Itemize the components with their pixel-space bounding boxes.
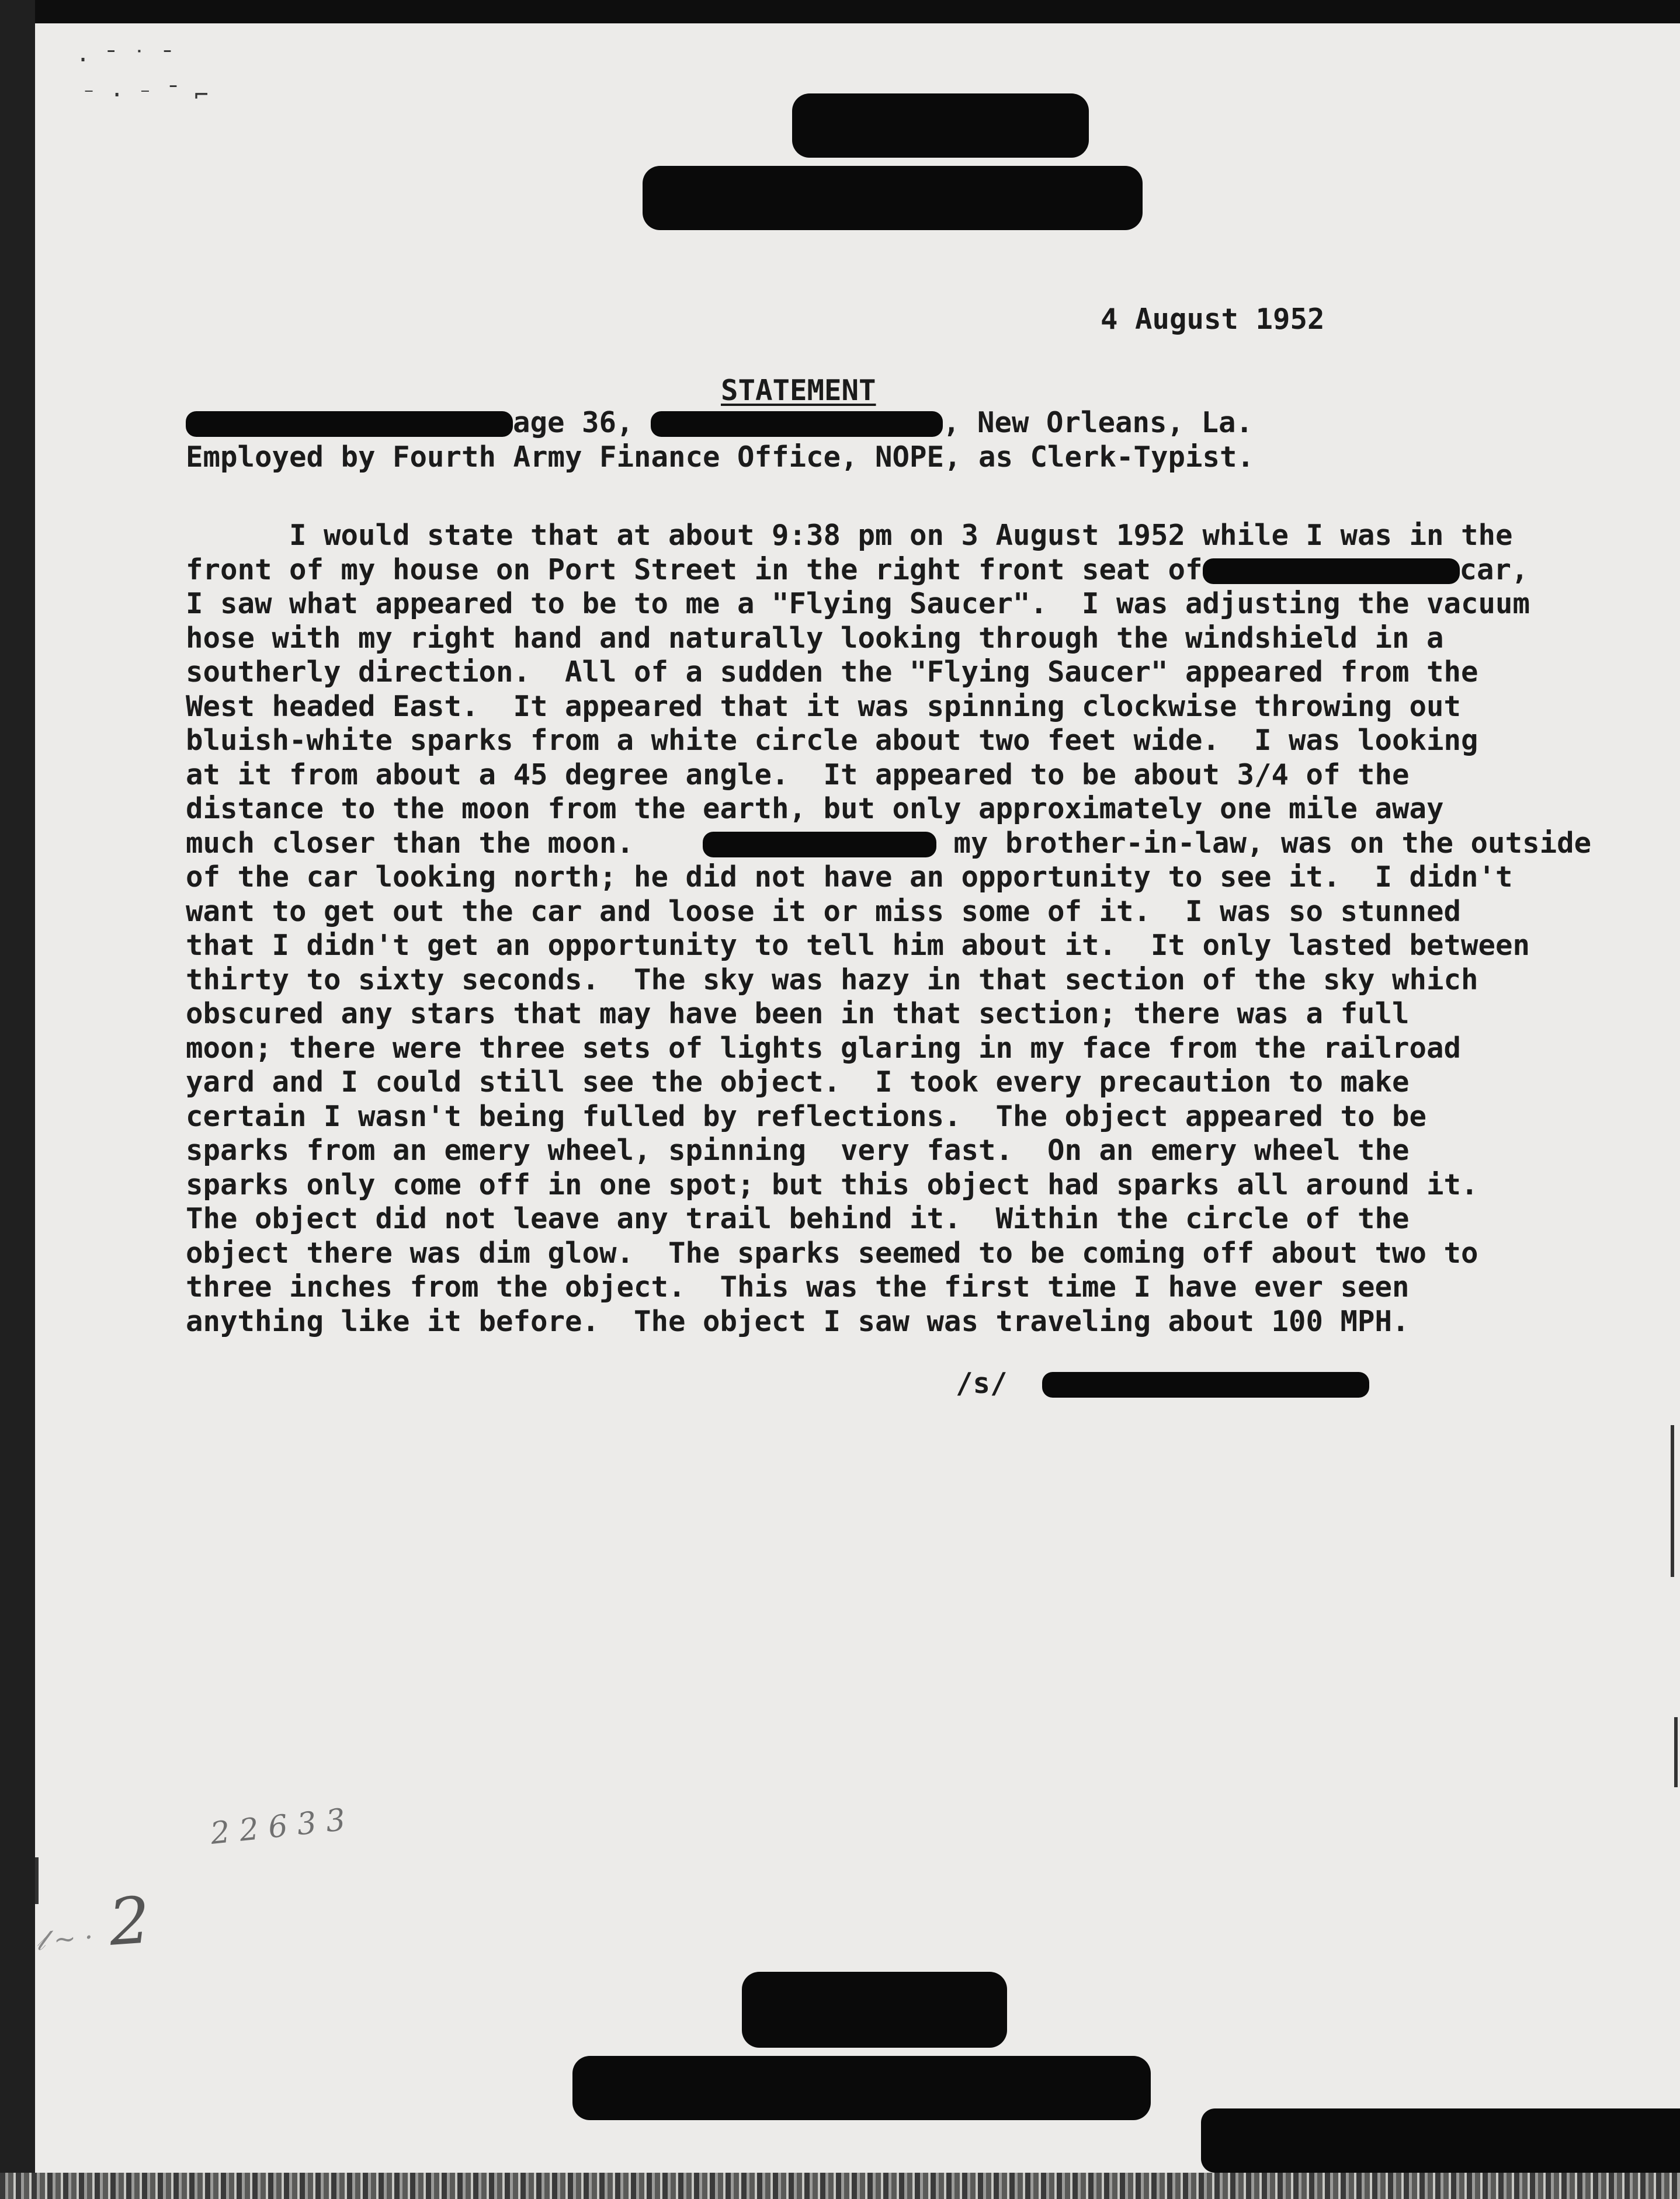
handwritten-page-number: [35, 1882, 152, 1965]
redaction-brother-in-law: [703, 832, 936, 857]
redaction-top-2: [643, 166, 1143, 230]
statement-header: [186, 406, 1254, 474]
body-line: sparks only come off in one spot; but this object had sparks all around it.: [186, 1168, 1478, 1201]
document-title: STATEMENT: [721, 374, 876, 407]
redaction-signature: [1042, 1372, 1369, 1398]
scan-left-edge: [0, 0, 35, 2199]
body-line: three inches from the object. This was the first time I have ever seen: [186, 1270, 1410, 1304]
body-line: at it from about a 45 degree angle. It appeared to be about 3/4 of the: [186, 758, 1410, 791]
scan-top-edge: [0, 0, 1680, 23]
body-line: front of my house on Port Street in the right front seat of: [186, 553, 1203, 586]
body-line: sparks from an emery wheel, spinning very fast. On an emery wheel the: [186, 1134, 1410, 1167]
body-line: southerly direction. All of a sudden the "Flying Saucer" appeared from the: [186, 655, 1478, 689]
body-line: obscured any stars that may have been in that section; there was a full: [186, 997, 1410, 1030]
scan-bottom-edge: [0, 2173, 1680, 2199]
body-line: moon; there were three sets of lights glaring in my face from the railroad: [186, 1031, 1462, 1065]
scan-specks: · ˉ ˙ ˉ: [76, 47, 175, 74]
body-line: West headed East. It appeared that it was spinning clockwise throwing out: [186, 689, 1462, 723]
scan-edge-mark: [35, 1857, 39, 1904]
body-line: bluish-white sparks from a white circle about two feet wide. I was looking: [186, 724, 1478, 757]
body-line: of the car looking north; he did not have an opportunity to see it. I didn't: [186, 860, 1513, 894]
body-line: The object did not leave any trail behind it. Within the circle of the: [186, 1202, 1410, 1235]
body-line: thirty to sixty seconds. The sky was hazy in that section of the sky which: [186, 963, 1478, 996]
scan-specks: ⁻ · ⁻ ˉ ⌐: [82, 82, 209, 109]
body-line: hose with my right hand and naturally looking through the windshield in a: [186, 621, 1444, 655]
scan-edge-mark: [1671, 1425, 1674, 1577]
body-line: certain I wasn't being fulled by reflections. The object appeared to be: [186, 1099, 1427, 1133]
scan-edge-mark: [1674, 1717, 1678, 1787]
body-line: that I didn't get an opportunity to tell him about it. It only lasted between: [186, 929, 1530, 962]
body-line: much closer than the moon.: [186, 826, 634, 860]
document-page: [35, 23, 1680, 2173]
document-date: 4 August 1952: [1101, 303, 1325, 336]
signature-line: [956, 1367, 1369, 1401]
body-line: anything like it before. The object I saw was traveling about 100 MPH.: [186, 1304, 1410, 1338]
body-line: want to get out the car and loose it or miss some of it. I was so stunned: [186, 894, 1462, 928]
header-sep: ,: [943, 406, 978, 439]
header-age: age 36,: [513, 406, 634, 439]
body-line: my brother-in-law, was on the outside: [953, 826, 1592, 860]
redaction-bottom-1: [742, 1972, 1007, 2048]
body-line: object there was dim glow. The sparks seemed to be coming off about two to: [186, 1236, 1478, 1270]
header-employment: Employed by Fourth Army Finance Office, NOPE, as Clerk-Typist.: [186, 440, 1255, 474]
handwritten-number: 2 2 6 3 3: [209, 1802, 348, 1851]
header-city: New Orleans, La.: [977, 406, 1254, 439]
handwritten-scribble: 𝓁 ~ ·: [35, 1920, 112, 1957]
redaction-car-owner: [1203, 558, 1460, 584]
body-line: I saw what appeared to be to me a "Flying Saucer". I was adjusting the vacuum: [186, 587, 1530, 620]
body-line: I would state that at about 9:38 pm on 3 August 1952 while I was in the: [289, 519, 1513, 552]
body-line: distance to the moon from the earth, but only approximately one mile away: [186, 792, 1444, 825]
statement-body: [186, 519, 1591, 1339]
redaction-address: [651, 411, 943, 437]
signature-prefix: /s/: [956, 1367, 1008, 1400]
handwritten-page-digit: 2: [106, 1882, 153, 1960]
redaction-bottom-2: [572, 2056, 1151, 2120]
body-line: car,: [1459, 553, 1529, 586]
redaction-top-1: [792, 93, 1089, 158]
redaction-bottom-3: [1201, 2108, 1680, 2173]
redaction-name: [186, 411, 513, 437]
body-line: yard and I could still see the object. I took every precaution to make: [186, 1065, 1410, 1099]
